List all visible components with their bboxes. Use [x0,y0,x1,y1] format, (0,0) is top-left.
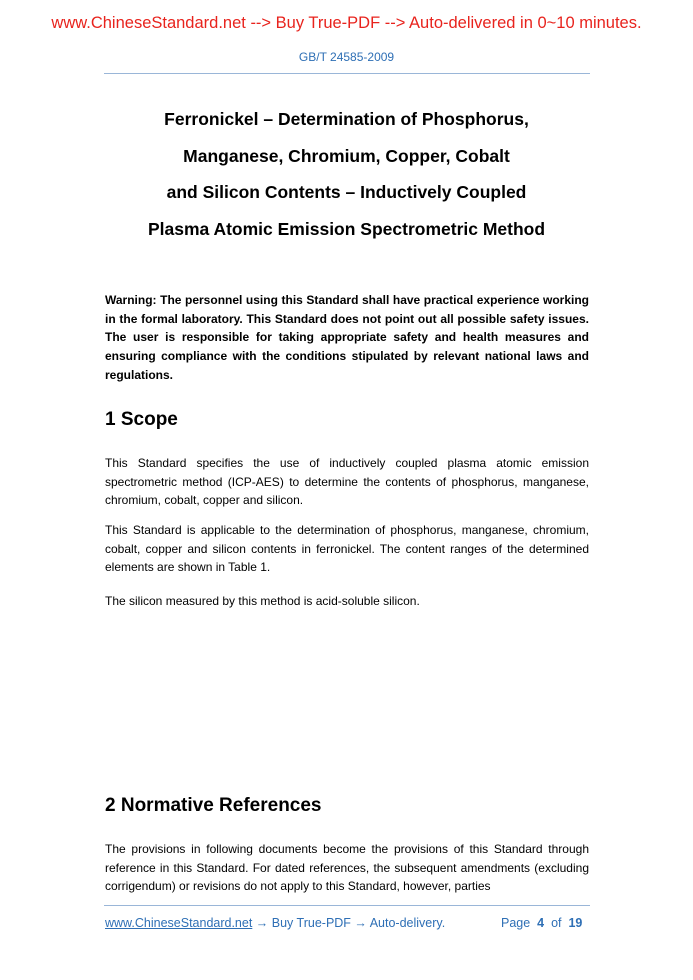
of-label: of [551,916,562,930]
title-line: and Silicon Contents – Inductively Coupled [166,182,527,202]
current-page-number: 4 [537,916,545,930]
standard-code-header: GB/T 24585-2009 [298,50,395,64]
footer-site-link[interactable]: www.ChineseStandard.net [105,916,253,930]
section-heading-scope: 1 Scope [105,409,178,430]
section-heading-normative-references: 2 Normative References [105,795,322,816]
page-label: Page [501,916,531,930]
title-line: Manganese, Chromium, Copper, Cobalt [183,145,510,166]
title-line: Ferronickel – Determination of Phosphorus, [164,109,529,129]
footer-link-rest[interactable]: → Buy True-PDF → Auto-delivery. [252,916,446,930]
scope-paragraph: This Standard specifies the use of inductively coupled plasma atomic emission spectrometric method (ICP-AES) to determine the contents of phosphorus, manganese, chromium, cobalt, copper and silicon. [105,456,589,508]
title-line: Plasma Atomic Emission Spectrometric Method [147,218,546,239]
promo-banner[interactable]: www.ChineseStandard.net --> Buy True-PDF --> Auto-delivered in 0~10 minutes. [51,14,642,32]
document-title [60,101,633,247]
normative-references-paragraph: The provisions in following documents become the provisions of this Standard through reference in this Standard. For dated references, the subsequent amendments (excluding corrigendum) or revisions do not apply to this Standard, however, parties [105,842,589,894]
footer-link[interactable] [105,916,445,930]
page-indicator [501,916,582,930]
scope-paragraph: The silicon measured by this method is acid-soluble silicon. [105,594,420,608]
total-pages: 19 [568,916,583,930]
header-divider [104,73,590,74]
warning-paragraph: Warning: The personnel using this Standard shall have practical experience working in the formal laboratory. This Standard does not point out all possible safety issues. The user is responsible for taking appropriate safety and health measures and ensuring compliance with the conditions stipulated by relevant national laws and regulations. [105,293,589,382]
scope-paragraph: This Standard is applicable to the determination of phosphorus, manganese, chromium, cobalt, copper and silicon contents in ferronickel. The content ranges of the determined elements are shown in Table 1. [105,523,589,575]
footer-divider [104,905,590,906]
